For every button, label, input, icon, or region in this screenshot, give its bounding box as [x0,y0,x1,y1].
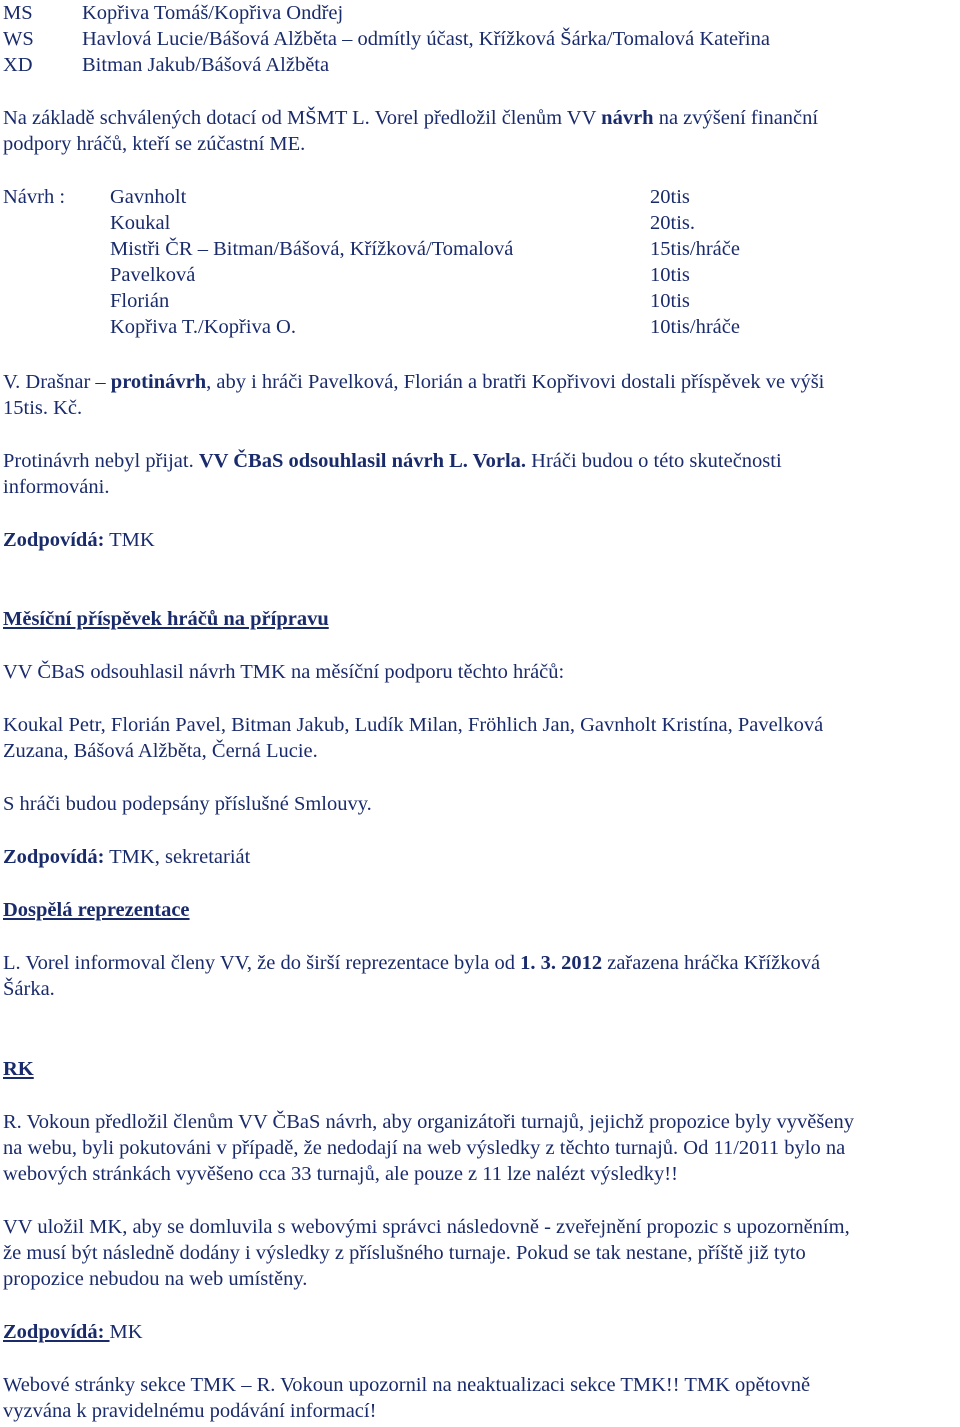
para1-text: Na základě schválených dotací od MŠMT L. Vorel předložil členům VV [3,107,602,129]
counter-bold: protinávrh [110,371,207,393]
names-xd: Bitman Jakub/Bášová Alžběta [82,54,330,76]
adult-line1 [3,950,820,976]
decision-line1 [3,448,782,474]
proposal-name: Koukal [110,212,171,234]
rk-p1-line2: na webu, byli pokutováni v případě, že nedodají na web výsledky z těchto turnajů. Od 11/2011 bylo na [3,1137,846,1159]
monthly-players-line1: Koukal Petr, Florián Pavel, Bitman Jakub, Ludík Milan, Fröhlich Jan, Gavnholt Kristína, Pavelková [3,714,824,736]
proposal-amount: 10tis [650,264,690,286]
proposal-label: Návrh : [3,186,66,208]
responsible-mk [3,1319,143,1345]
counter-text-end: , aby i hráči Pavelková, Florián a bratři Kopřivovi dostali příspěvek ve výši [206,371,825,393]
responsible-tmk [3,527,155,553]
heading-adult-representation: Dospělá reprezentace [3,899,190,921]
names-ms: Kopřiva Tomáš/Kopřiva Ondřej [82,2,344,24]
responsible-label: Zodpovídá: [3,846,105,868]
code-xd: XD [3,54,33,76]
adult-line2: Šárka. [3,978,55,1000]
responsible-value: TMK, sekretariát [104,846,251,868]
decision-text-end: Hráči budou o této skutečnosti [526,450,782,472]
rk-p2-line1: VV uložil MK, aby se domluvila s webovými správci následovně - zveřejnění propozic s upozorněním, [3,1216,850,1238]
adult-text: L. Vorel informoval členy VV, že do širší reprezentace byla od [3,952,521,974]
web-line1: Webové stránky sekce TMK – R. Vokoun upozornil na neaktualizaci sekce TMK!! TMK opětovně [3,1374,811,1396]
rk-p1-line1: R. Vokoun předložil členům VV ČBaS návrh, aby organizátoři turnajů, jejichž propozice byly vyvěšeny [3,1111,854,1133]
proposal-name: Florián [110,290,170,312]
responsible-label: Zodpovídá: [3,529,105,551]
responsible-value: TMK [104,529,155,551]
proposal-amount: 20tis [650,186,690,208]
counter-line2: 15tis. Kč. [3,397,83,419]
counter-text: V. Drašnar – [3,371,111,393]
counter-line1 [3,369,824,395]
decision-text: Protinávrh nebyl přijat. [3,450,199,472]
responsible-tmk-secretariat [3,844,250,870]
responsible-label: Zodpovídá: [3,1321,110,1343]
web-line2: vyzvána k pravidelnému podávání informací! [3,1400,377,1422]
adult-date: 1. 3. 2012 [520,952,603,974]
rk-p1-line3: webových stránkách vyvěšeno cca 33 turnajů, ale pouze z 11 lze nalézt výsledky!! [3,1163,678,1185]
contracts-note: S hráči budou podepsány příslušné Smlouvy. [3,793,372,815]
para1-bold: návrh [601,107,654,129]
names-ws: Havlová Lucie/Bášová Alžběta – odmítly účast, Křížková Šárka/Tomalová Kateřina [82,28,770,50]
proposal-amount: 15tis/hráče [650,238,740,260]
para1-line2: podpory hráčů, kteří se zúčastní ME. [3,133,306,155]
decision-bold: VV ČBaS odsouhlasil návrh L. Vorla. [198,450,527,472]
proposal-name: Gavnholt [110,186,187,208]
proposal-amount: 20tis. [650,212,695,234]
adult-text-end: zařazena hráčka Křížková [602,952,821,974]
code-ms: MS [3,2,33,24]
rk-p2-line3: propozice nebudou na web umístěny. [3,1268,308,1290]
proposal-name: Kopřiva T./Kopřiva O. [110,316,296,338]
monthly-players-line2: Zuzana, Bášová Alžběta, Černá Lucie. [3,740,318,762]
para1-text-end: na zvýšení finanční [653,107,819,129]
proposal-name: Mistři ČR – Bitman/Bášová, Křížková/Tomalová [110,238,514,260]
para1-line1 [3,105,818,131]
heading-monthly-contribution: Měsíční příspěvek hráčů na přípravu [3,608,329,630]
monthly-intro: VV ČBaS odsouhlasil návrh TMK na měsíční podporu těchto hráčů: [3,661,565,683]
responsible-value: MK [109,1321,143,1343]
decision-line2: informováni. [3,476,110,498]
proposal-amount: 10tis/hráče [650,316,740,338]
proposal-name: Pavelková [110,264,196,286]
heading-rk: RK [3,1058,34,1080]
code-ws: WS [3,28,34,50]
proposal-amount: 10tis [650,290,690,312]
rk-p2-line2: že musí být následně dodány i výsledky z příslušného turnaje. Pokud se tak nestane, příště již tyto [3,1242,806,1264]
